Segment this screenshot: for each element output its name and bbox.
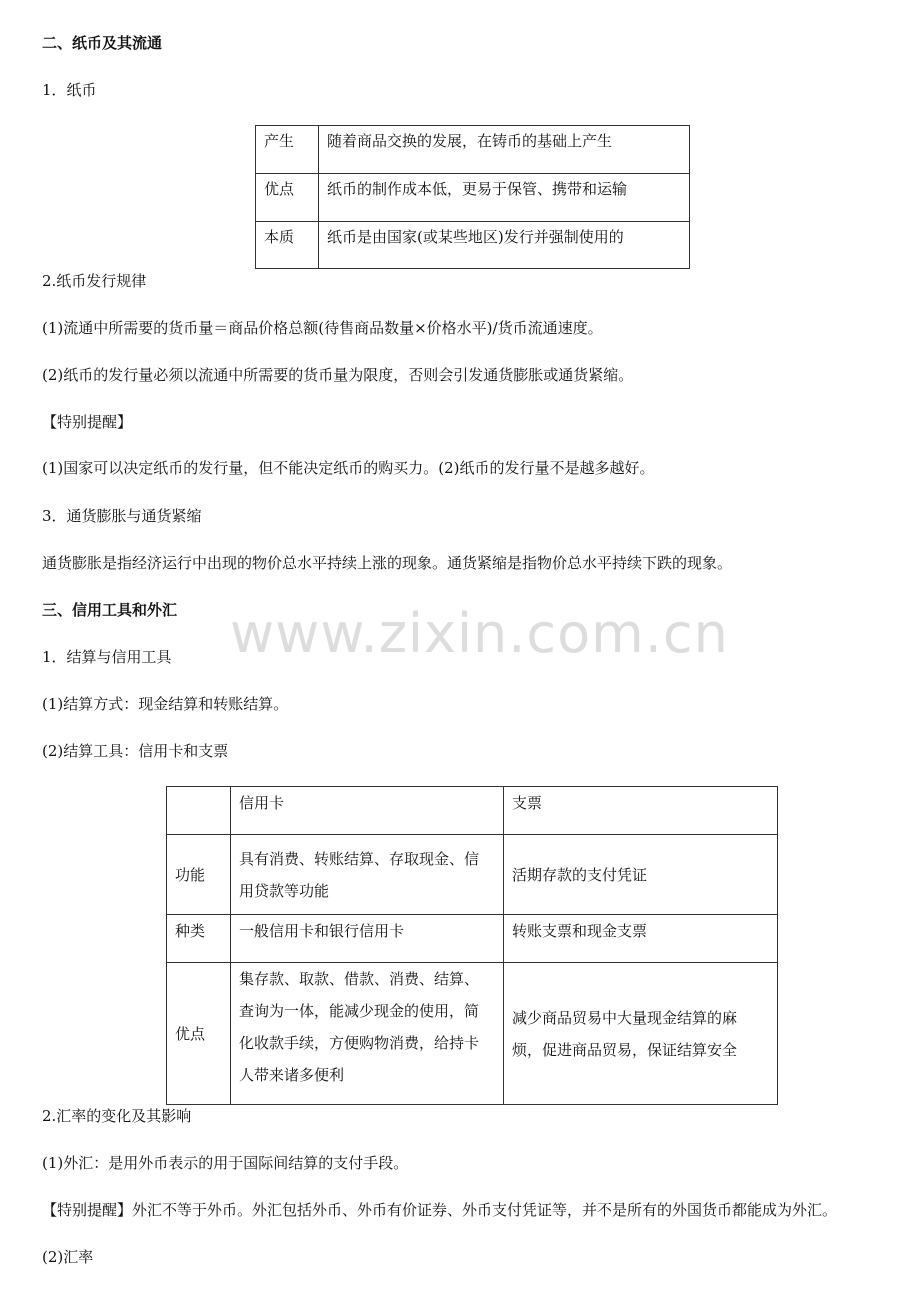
paragraph: 通货膨胀是指经济运行中出现的物价总水平持续上涨的现象。通货紧缩是指物价总水平持续下跌的现象。 bbox=[42, 554, 733, 572]
cell-line: 化收款手续，方便购物消费，给持卡 bbox=[239, 1034, 480, 1052]
item-issue-rule: 2.纸币发行规律 bbox=[42, 272, 147, 290]
paragraph: (1)国家可以决定纸币的发行量，但不能决定纸币的购买力。(2)纸币的发行量不是越多越好。 bbox=[42, 459, 655, 477]
cell-line: 具有消费、转账结算、存取现金、信 bbox=[239, 849, 480, 868]
table1-text: 纸币是由国家(或某些地区)发行并强制使用的 bbox=[319, 222, 690, 269]
watermark: www.zixin.com.cn bbox=[230, 602, 729, 665]
item-settlement: 1．结算与信用工具 bbox=[42, 648, 172, 666]
cell-line: 减少商品贸易中大量现金结算的麻 bbox=[512, 1008, 738, 1027]
item-paper-money: 1．纸币 bbox=[42, 81, 97, 99]
item-inflation: 3．通货膨胀与通货紧缩 bbox=[42, 507, 202, 525]
table1-text: 纸币的制作成本低，更易于保管、携带和运输 bbox=[319, 174, 690, 222]
paper-money-table bbox=[255, 125, 690, 269]
cell-line: 用贷款等功能 bbox=[239, 881, 330, 900]
table1-text: 随着商品交换的发展，在铸币的基础上产生 bbox=[319, 126, 690, 174]
table2-check-cell bbox=[504, 915, 778, 963]
paragraph: (2)结算工具：信用卡和支票 bbox=[42, 742, 229, 760]
tip-label: 【特别提醒】 bbox=[42, 413, 133, 431]
cell-line: 一般信用卡和银行信用卡 bbox=[239, 922, 405, 940]
table2-card-cell bbox=[231, 915, 504, 963]
table2-label: 种类 bbox=[167, 915, 231, 963]
cell-line: 集存款、取款、借款、消费、结算、 bbox=[239, 970, 480, 988]
cell-line: 转账支票和现金支票 bbox=[512, 922, 648, 940]
table1-label: 优点 bbox=[256, 174, 319, 222]
paragraph: 【特别提醒】外汇不等于外币。外汇包括外币、外币有价证券、外币支付凭证等，并不是所有的外国货币都能成为外汇。 bbox=[42, 1201, 838, 1219]
table2-card-cell bbox=[231, 963, 504, 1105]
paragraph: (2)纸币的发行量必须以流通中所需要的货币量为限度，否则会引发通货膨胀或通货紧缩。 bbox=[42, 366, 634, 384]
cell-line: 查询为一体，能减少现金的使用，简 bbox=[239, 1002, 480, 1020]
table2-check-cell bbox=[504, 835, 778, 915]
table2-label: 功能 bbox=[167, 835, 231, 915]
table2-header-check: 支票 bbox=[504, 787, 778, 835]
credit-tools-table bbox=[166, 786, 778, 1105]
table1-label: 本质 bbox=[256, 222, 319, 269]
cell-line: 人带来诸多便利 bbox=[239, 1066, 345, 1084]
paragraph: (1)外汇：是用外币表示的用于国际间结算的支付手段。 bbox=[42, 1154, 409, 1172]
item-exchange-rate: 2.汇率的变化及其影响 bbox=[42, 1107, 192, 1125]
paragraph: (2)汇率 bbox=[42, 1248, 94, 1266]
cell-line: 活期存款的支付凭证 bbox=[512, 865, 648, 884]
table2-header-empty bbox=[167, 787, 231, 835]
table2-card-cell bbox=[231, 835, 504, 915]
paragraph: (1)流通中所需要的货币量＝商品价格总额(待售商品数量×价格水平)/货币流通速度。 bbox=[42, 319, 603, 337]
section-3-title: 三、信用工具和外汇 bbox=[42, 601, 178, 619]
table1-label: 产生 bbox=[256, 126, 319, 174]
paragraph: (1)结算方式：现金结算和转账结算。 bbox=[42, 695, 289, 713]
table2-check-cell bbox=[504, 963, 778, 1105]
cell-line: 烦，促进商品贸易，保证结算安全 bbox=[512, 1040, 738, 1059]
table2-label: 优点 bbox=[167, 963, 231, 1105]
section-2-title: 二、纸币及其流通 bbox=[42, 34, 163, 52]
table2-header-card: 信用卡 bbox=[231, 787, 504, 835]
